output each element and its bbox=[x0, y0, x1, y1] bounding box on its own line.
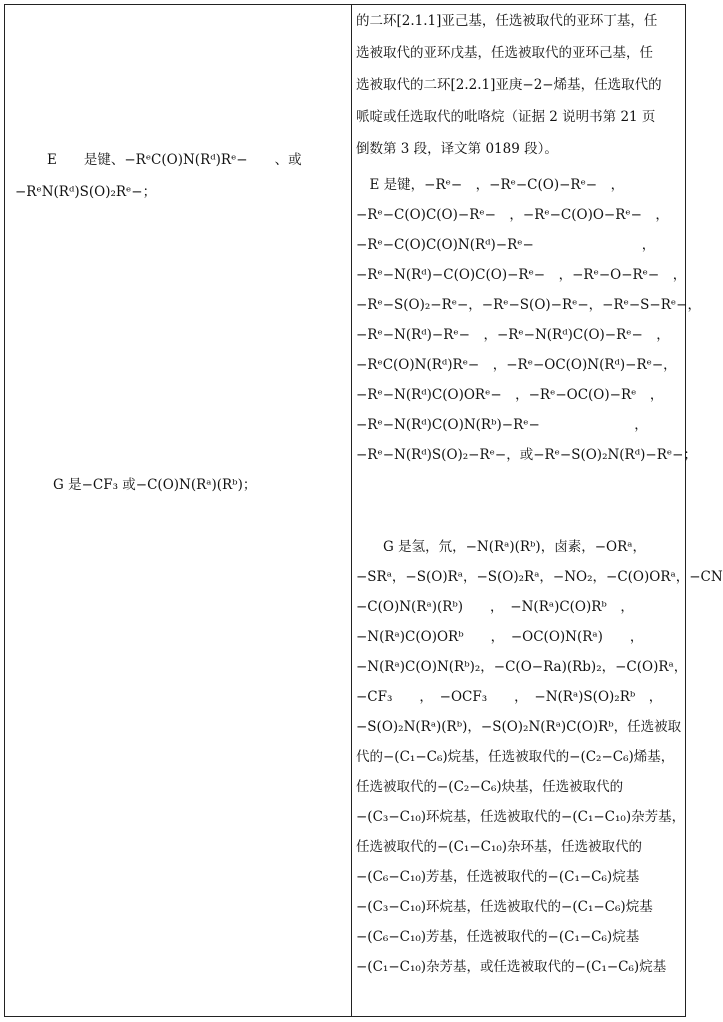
right-text-line: −Rᵉ−N(Rᵈ)−C(O)C(O)−Rᵉ− ，−Rᵉ−O−Rᵉ− ， bbox=[356, 267, 687, 283]
right-text-line: 代的−(C₁−C₆)烷基，任选被取代的−(C₂−C₆)烯基， bbox=[356, 749, 675, 765]
right-text-line: −RᵉC(O)N(Rᵈ)Rᵉ− ，−Rᵉ−OC(O)N(Rᵈ)−Rᵉ−， bbox=[356, 357, 677, 373]
right-text-line: −(C₆−C₁₀)芳基，任选被取代的−(C₁−C₆)烷基 bbox=[356, 929, 640, 945]
right-text-line: −(C₃−C₁₀)环烷基，任选被取代的−(C₁−C₁₀)杂芳基， bbox=[356, 809, 686, 825]
right-text-line: −(C₆−C₁₀)芳基，任选被取代的−(C₁−C₆)烷基 bbox=[356, 869, 640, 885]
right-text-line: −Rᵉ−N(Rᵈ)S(O)₂−Rᵉ−，或−Rᵉ−S(O)₂N(Rᵈ)−Rᵉ−； bbox=[356, 447, 697, 463]
right-text-line: −SRᵃ，−S(O)Rᵃ，−S(O)₂Rᵃ，−NO₂，−C(O)ORᵃ，−CN bbox=[356, 569, 723, 585]
comparison-table bbox=[4, 4, 723, 1017]
right-text-line: −(C₁−C₁₀)杂芳基，或任选被取代的−(C₁−C₆)烷基 bbox=[356, 959, 667, 975]
right-text-line: 的二环[2.1.1]亚己基，任选被取代的亚环丁基，任 bbox=[356, 13, 658, 29]
right-text-line: −C(O)N(Rᵃ)(Rᵇ) ， −N(Rᵃ)C(O)Rᵇ ， bbox=[356, 599, 634, 615]
right-text-line: −S(O)₂N(Rᵃ)(Rᵇ)，−S(O)₂N(Rᵃ)C(O)Rᵇ，任选被取 bbox=[356, 719, 682, 735]
right-text-line: −Rᵉ−C(O)C(O)N(Rᵈ)−Rᵉ− ， bbox=[356, 237, 656, 253]
right-text-line: −Rᵉ−C(O)C(O)−Rᵉ− ，−Rᵉ−C(O)O−Rᵉ− ， bbox=[356, 207, 669, 223]
right-text-line: −Rᵉ−S(O)₂−Rᵉ−，−Rᵉ−S(O)−Rᵉ−，−Rᵉ−S−Rᵉ−， bbox=[356, 297, 701, 313]
right-text-line: 哌啶或任选取代的吡咯烷（证据 2 说明书第 21 页 bbox=[356, 109, 656, 125]
left-e-line-1: E 是键、−RᵉC(O)N(Rᵈ)Rᵉ− 、或 bbox=[47, 152, 302, 168]
right-text-line: 选被取代的二环[2.2.1]亚庚−2−烯基，任选取代的 bbox=[356, 77, 662, 93]
right-text-line: 选被取代的亚环戊基，任选被取代的亚环己基，任 bbox=[356, 45, 653, 61]
right-text-line: 任选被取代的−(C₂−C₆)炔基，任选被取代的 bbox=[356, 779, 624, 795]
column-divider bbox=[351, 5, 352, 1016]
left-g-line: G 是−CF₃ 或−C(O)N(Rᵃ)(Rᵇ)； bbox=[53, 477, 257, 493]
right-text-line: G 是氢，氘，−N(Rᵃ)(Rᵇ)，卤素，−ORᵃ， bbox=[356, 539, 646, 555]
right-text-line: 任选被取代的−(C₁−C₁₀)杂环基，任选被取代的 bbox=[356, 839, 643, 855]
right-text-line: −Rᵉ−N(Rᵈ)C(O)N(Rᵇ)−Rᵉ− ， bbox=[356, 417, 648, 433]
right-text-line: −Rᵉ−N(Rᵈ)−Rᵉ− ，−Rᵉ−N(Rᵈ)C(O)−Rᵉ− ， bbox=[356, 327, 670, 343]
right-text-line: 倒数第 3 段，译文第 0189 段）。 bbox=[356, 141, 558, 157]
right-text-line: −CF₃ ， −OCF₃ ， −N(Rᵃ)S(O)₂Rᵇ ， bbox=[356, 689, 663, 705]
right-text-line: −N(Rᵃ)C(O)ORᵇ ， −OC(O)N(Rᵃ) ， bbox=[356, 629, 644, 645]
right-text-line: −Rᵉ−N(Rᵈ)C(O)ORᵉ− ，−Rᵉ−OC(O)−Rᵉ ， bbox=[356, 387, 664, 403]
right-text-line: −N(Rᵃ)C(O)N(Rᵇ)₂，−C(O−Ra)(Rb)₂，−C(O)Rᵃ， bbox=[356, 659, 688, 675]
left-e-line-2: −RᵉN(Rᵈ)S(O)₂Rᵉ−； bbox=[15, 184, 157, 200]
right-text-line: −(C₃−C₁₀)环烷基，任选被取代的−(C₁−C₆)烷基 bbox=[356, 899, 653, 915]
right-text-line: E 是键，−Rᵉ− ，−Rᵉ−C(O)−Rᵉ− ， bbox=[356, 177, 625, 193]
